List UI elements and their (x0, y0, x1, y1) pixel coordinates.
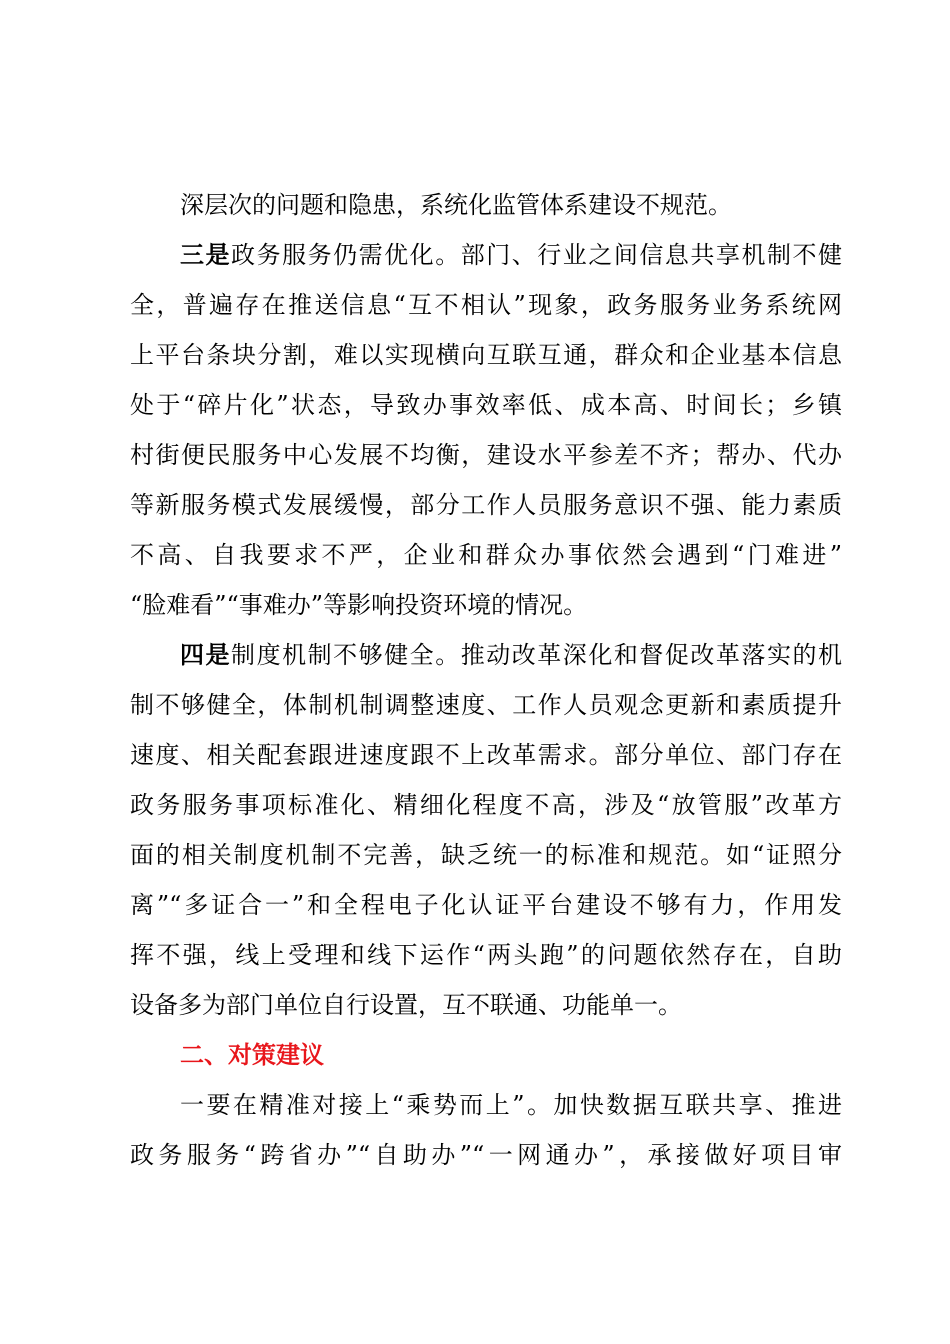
paragraph-line: 上平台条块分割，难以实现横向互联互通，群众和企业基本信息 (130, 341, 842, 369)
paragraph-three (130, 230, 842, 630)
line-text: 政务服务仍需优化。部门、行业之间信息共享机制不健 (231, 241, 842, 269)
paragraph-line (130, 630, 842, 680)
paragraph-line: 政务服务事项标准化、精细化程度不高，涉及“放管服”改革方 (130, 791, 842, 819)
section-heading: 二、对策建议 (180, 1040, 324, 1069)
paragraph-line: 离”“多证合一”和全程电子化认证平台建设不够有力，作用发 (130, 891, 842, 919)
paragraph-line: 处于“碎片化”状态，导致办事效率低、成本高、时间长；乡镇 (130, 391, 842, 419)
paragraph-one-requirement (130, 1080, 842, 1180)
paragraph-line: 等新服务模式发展缓慢，部分工作人员服务意识不强、能力素质 (130, 491, 842, 519)
paragraph-line: 速度、相关配套跟进速度跟不上改革需求。部分单位、部门存在 (130, 741, 842, 769)
document-page (130, 180, 842, 1180)
paragraph-line (130, 230, 842, 280)
paragraph-line: 一要在精准对接上“乘势而上”。加快数据互联共享、推进 (180, 1091, 842, 1119)
paragraph-four (130, 630, 842, 1030)
paragraph-line: 挥不强，线上受理和线下运作“两头跑”的问题依然存在，自助 (130, 941, 842, 969)
paragraph-line: 深层次的问题和隐患，系统化监管体系建设不规范。 (180, 191, 732, 219)
paragraph-line: “脸难看”“事难办”等影响投资环境的情况。 (130, 591, 588, 619)
line-text: 制度机制不够健全。推动改革深化和督促改革落实的机 (231, 641, 842, 669)
paragraph-lead: 三是 (180, 240, 232, 269)
paragraph-lead: 四是 (180, 640, 232, 669)
paragraph-line: 全，普遍存在推送信息“互不相认”现象，政务服务业务系统网 (130, 291, 842, 319)
paragraph-line: 设备多为部门单位自行设置，互不联通、功能单一。 (130, 991, 682, 1019)
paragraph-line: 不高、自我要求不严，企业和群众办事依然会遇到“门难进” (130, 541, 842, 569)
paragraph-line: 村街便民服务中心发展不均衡，建设水平参差不齐；帮办、代办 (130, 441, 842, 469)
paragraph-line: 制不够健全，体制机制调整速度、工作人员观念更新和素质提升 (130, 691, 842, 719)
paragraph-line: 政务服务“跨省办”“自助办”“一网通办”，承接做好项目审 (130, 1141, 842, 1169)
paragraph-line: 面的相关制度机制不完善，缺乏统一的标准和规范。如“证照分 (130, 841, 842, 869)
